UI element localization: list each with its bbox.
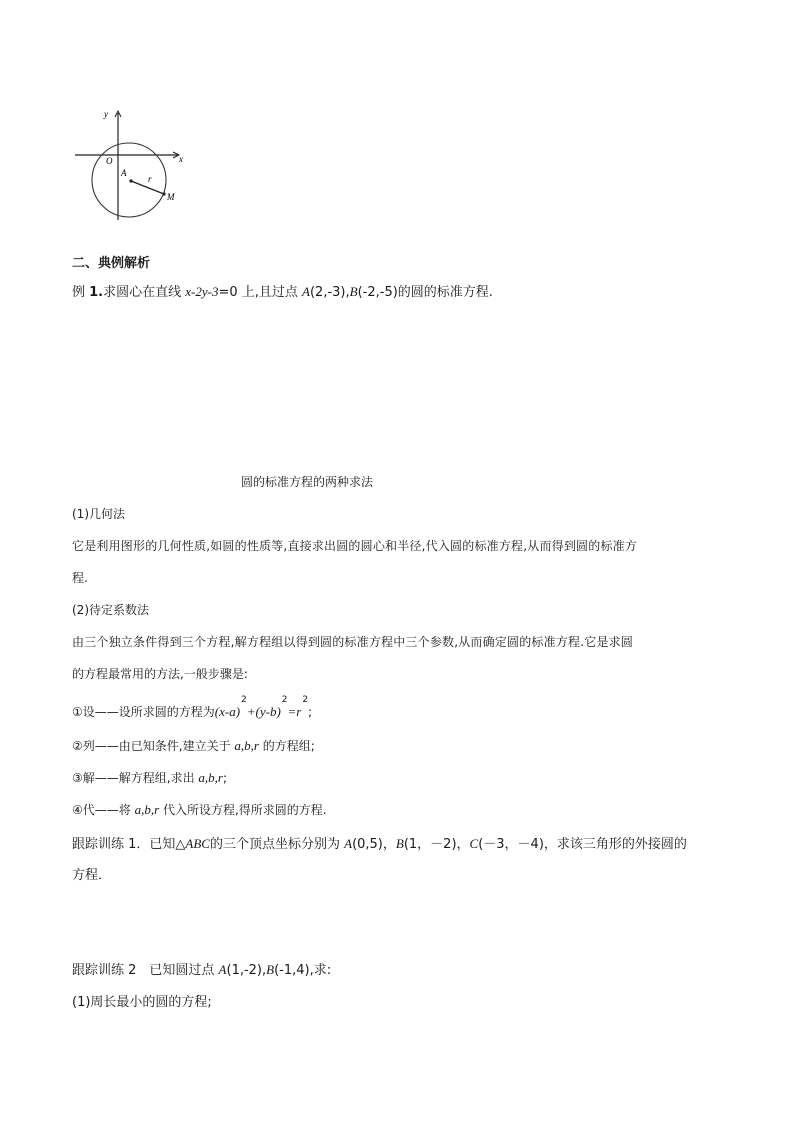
step-2-vars: a,b,r xyxy=(234,738,259,753)
step-1-head: ①设——设所求圆的方程为 xyxy=(72,705,215,719)
label-x: x xyxy=(179,154,183,164)
step-1-eq-r: =r xyxy=(287,704,302,719)
method-title: 圆的标准方程的两种求法 xyxy=(241,475,374,489)
example-coord-b: (-2,-5) xyxy=(357,285,398,300)
training-1-point-c: C xyxy=(469,836,479,851)
training-1-point-b: B xyxy=(395,836,404,851)
section-title: 二、典例解析 xyxy=(72,256,151,271)
label-r: r xyxy=(148,174,152,184)
step-3-vars: a,b,r xyxy=(198,770,223,785)
method-2-line-1: 由三个独立条件得到三个方程,解方程组以得到圆的标准方程中三个参数,从而确定圆的标准方程.它是求圆 xyxy=(72,635,634,649)
step-1-eq-y: +(y-b) xyxy=(246,704,281,719)
method-2-line-2: 的方程最常用的方法,一般步骤是: xyxy=(72,667,248,681)
step-1-exp-3: 2 xyxy=(302,695,309,705)
example-prefix: 例 xyxy=(72,285,90,300)
label-y: y xyxy=(104,109,108,119)
example-text-2: =0 上,且过点 xyxy=(218,285,303,300)
step-1 xyxy=(72,695,313,720)
method-2-title: (2)待定系数法 xyxy=(72,603,149,617)
training-1-triangle: ABC xyxy=(185,836,210,851)
method-1-title: (1)几何法 xyxy=(72,507,125,521)
step-2-tail: 的方程组; xyxy=(258,739,315,753)
center-point xyxy=(129,179,132,182)
circle-figure xyxy=(70,105,195,230)
step-4 xyxy=(72,801,327,818)
method-1-line-1: 它是利用图形的几何性质,如圆的性质等,直接求出圆的圆心和半径,代入圆的标准方程,从而得到圆的标准方 xyxy=(72,539,638,553)
training-1-coord-b: (1，－2)， xyxy=(403,837,470,852)
label-o: O xyxy=(106,156,113,166)
step-1-exp-2: 2 xyxy=(281,695,288,705)
step-4-head: ④代——将 xyxy=(72,803,135,817)
step-3-head: ③解——解方程组,求出 xyxy=(72,771,199,785)
step-2 xyxy=(72,737,315,754)
training-1-text-1: 跟踪训练 1．已知△ xyxy=(72,837,186,852)
training-1-line-2: 方程． xyxy=(72,868,112,883)
training-2-text-1: 已知圆过点 xyxy=(136,963,219,978)
step-1-exp-1: 2 xyxy=(241,695,247,705)
step-1-eq-x: (x-a) xyxy=(214,704,241,719)
training-1-point-a: A xyxy=(344,836,353,851)
label-m: M xyxy=(167,192,175,202)
example-coord-a: (2,-3), xyxy=(309,285,350,300)
step-3-tail: ; xyxy=(222,771,227,785)
circle-diagram xyxy=(70,105,195,230)
training-1-coord-a: (0,5)， xyxy=(352,837,396,852)
step-3 xyxy=(72,769,227,786)
training-2-coord-a: (1,-2), xyxy=(226,963,267,978)
example-point-b: B xyxy=(349,284,358,299)
example-text-3: 的圆的标准方程. xyxy=(397,285,493,300)
step-1-tail: ; xyxy=(308,705,313,719)
example-1 xyxy=(72,281,493,300)
circle xyxy=(92,143,166,217)
example-text-1: 求圆心在直线 xyxy=(103,285,186,300)
example-line-eq: x-2y-3 xyxy=(185,284,219,299)
step-4-tail: 代入所设方程,得所求圆的方程. xyxy=(159,803,327,817)
method-1-line-2: 程. xyxy=(72,571,88,585)
training-2-coord-b: (-1,4),求: xyxy=(274,963,332,978)
training-2-point-b: B xyxy=(266,962,275,977)
example-number: 1. xyxy=(89,285,104,300)
training-2-head: 跟踪训练 2 xyxy=(72,963,137,978)
step-4-vars: a,b,r xyxy=(134,802,160,817)
step-2-head: ②列——由已知条件,建立关于 xyxy=(72,739,235,753)
training-1-coord-c: (－3，－4)，求该三角形的外接圆的 xyxy=(478,837,687,852)
training-1-line-1 xyxy=(72,833,687,852)
point-m xyxy=(162,192,165,195)
training-2-point-a: A xyxy=(218,962,227,977)
training-2-question-1: (1)周长最小的圆的方程; xyxy=(72,995,212,1010)
training-2-line-1 xyxy=(72,959,331,978)
training-1-text-2: 的三个顶点坐标分别为 xyxy=(209,837,345,852)
example-point-a: A xyxy=(302,284,310,299)
label-a: A xyxy=(121,168,127,178)
